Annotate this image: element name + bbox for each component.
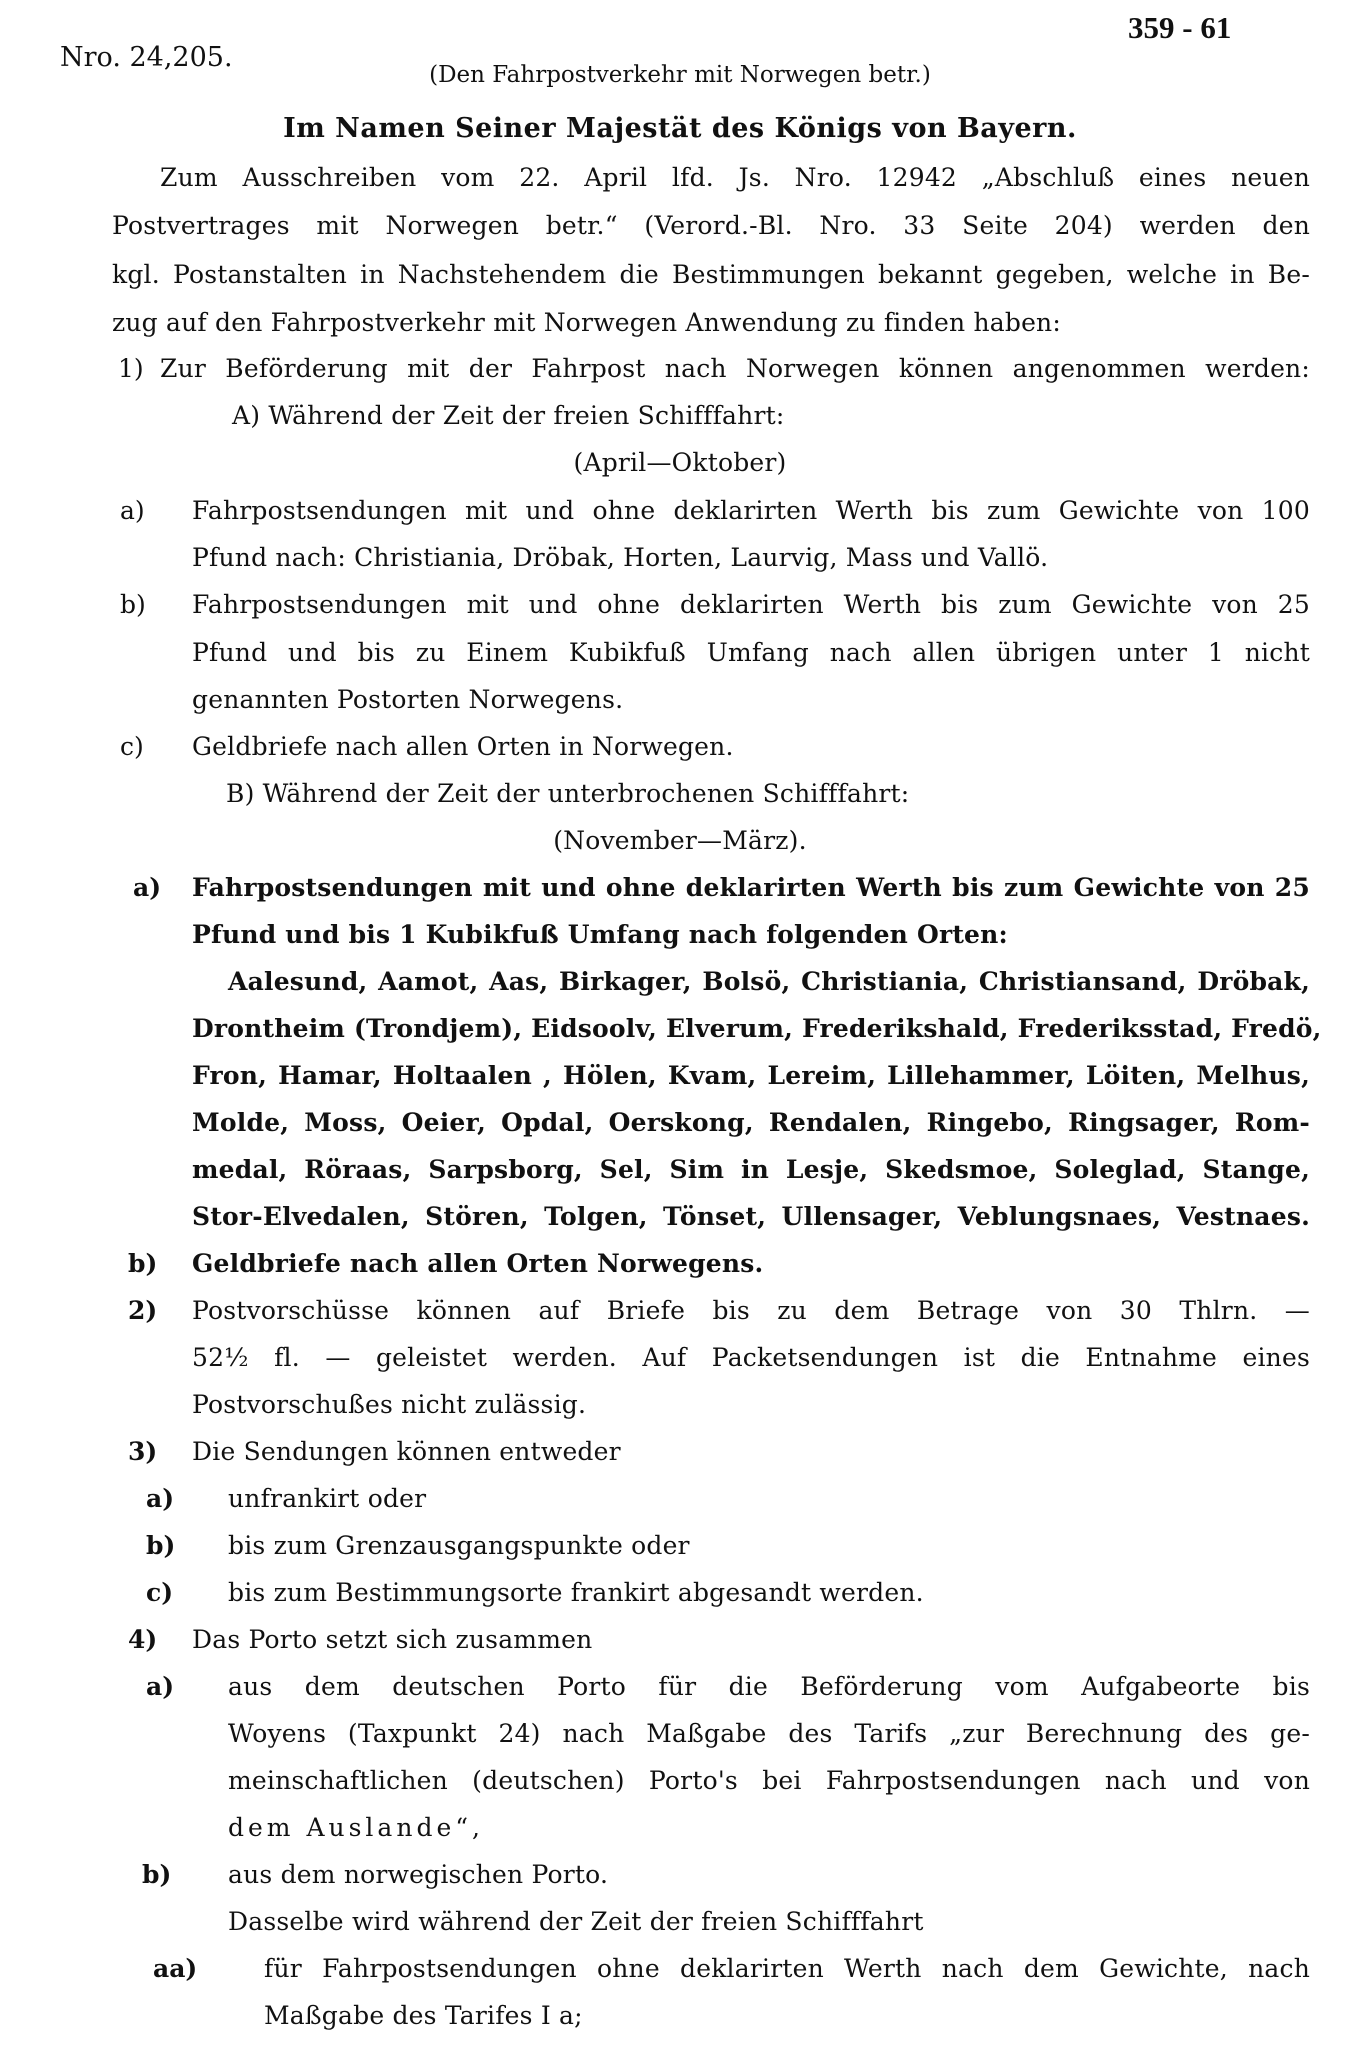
places-line: Stor-Elvedalen, Stören, Tolgen, Tönset, Ullensager, Veblungsnaes, Vestnaes. xyxy=(192,1202,1310,1231)
section-2-line: Postvorschüsse können auf Briefe bis zu dem Betrage von 30 Thlrn. — xyxy=(192,1296,1310,1325)
section-1-label: 1) xyxy=(118,354,144,383)
item-label: a) xyxy=(133,873,162,902)
item-label: c) xyxy=(120,732,144,761)
item-line: Pfund nach: Christiania, Dröbak, Horten, Laurvig, Mass und Vallö. xyxy=(192,543,1049,572)
item-label: a) xyxy=(120,496,145,525)
part-a-period: (April—Oktober) xyxy=(573,448,787,477)
item-line: Pfund und bis zu Einem Kubikfuß Umfang nach allen übrigen unter 1 nicht xyxy=(192,638,1310,667)
item-line: Geldbriefe nach allen Orten in Norwegen. xyxy=(192,732,734,761)
intro-line: Zum Ausschreiben vom 22. April lfd. Js. Nro. 12942 „Abschluß eines neuen xyxy=(160,163,1310,192)
section-2-label: 2) xyxy=(128,1296,158,1325)
item-line: Maßgabe des Tarifes I a; xyxy=(264,2001,583,2030)
item-label: b) xyxy=(120,590,146,619)
item-label: aa) xyxy=(153,1954,198,1983)
places-line: Fron, Hamar, Holtaalen , Hölen, Kvam, Lereim, Lillehammer, Löiten, Melhus, xyxy=(192,1061,1310,1090)
places-line: Drontheim (Trondjem), Eidsoolv, Elverum, Frederikshald, Frederiksstad, Fredö, xyxy=(192,1014,1322,1043)
item-line: aus dem norwegischen Porto. xyxy=(228,1860,609,1889)
section-3-text: Die Sendungen können entweder xyxy=(192,1437,621,1466)
item-line: Woyens (Taxpunkt 24) nach Maßgabe des Tarifs „zur Berechnung des ge- xyxy=(228,1719,1310,1748)
places-line: medal, Röraas, Sarpsborg, Sel, Sim in Lesje, Skedsmoe, Soleglad, Stange, xyxy=(192,1155,1310,1184)
part-b-period: (November—März). xyxy=(553,826,807,855)
item-line: Dasselbe wird während der Zeit der freien Schifffahrt xyxy=(228,1907,924,1936)
section-3-label: 3) xyxy=(128,1437,158,1466)
section-4-text: Das Porto setzt sich zusammen xyxy=(192,1625,593,1654)
intro-line: kgl. Postanstalten in Nachstehendem die Bestimmungen bekannt gegeben, welche in Be- xyxy=(112,260,1310,289)
intro-line: Postvertrages mit Norwegen betr.“ (Verord.-Bl. Nro. 33 Seite 204) werden den xyxy=(112,211,1310,240)
part-b-heading: B) Während der Zeit der unterbrochenen Schifffahrt: xyxy=(226,779,910,808)
intro-line: zug auf den Fahrpostverkehr mit Norwegen Anwendung zu finden haben: xyxy=(112,308,1061,337)
item-line: aus dem deutschen Porto für die Beförderung vom Aufgabeorte bis xyxy=(228,1672,1310,1701)
item-line: Fahrpostsendungen mit und ohne deklarirten Werth bis zum Gewichte von 25 xyxy=(192,873,1310,902)
item-line: bis zum Grenzausgangspunkte oder xyxy=(228,1531,690,1560)
document-subject: (Den Fahrpostverkehr mit Norwegen betr.) xyxy=(429,62,931,88)
section-2-line: Postvorschußes nicht zulässig. xyxy=(192,1390,587,1419)
item-line: Fahrpostsendungen mit und ohne deklarirten Werth bis zum Gewichte von 100 xyxy=(192,496,1310,525)
item-line: meinschaftlichen (deutschen) Porto's bei Fahrpostsendungen nach und von xyxy=(228,1766,1310,1795)
page-number: 359 - 61 xyxy=(1128,10,1232,45)
item-label: b) xyxy=(142,1860,172,1889)
item-line: für Fahrpostsendungen ohne deklarirten Werth nach dem Gewichte, nach xyxy=(264,1954,1310,1983)
item-line: Fahrpostsendungen mit und ohne deklarirten Werth bis zum Gewichte von 25 xyxy=(192,590,1310,619)
item-label: b) xyxy=(146,1531,176,1560)
section-1-text: Zur Beförderung mit der Fahrpost nach Norwegen können angenommen werden: xyxy=(160,354,1310,383)
item-label: a) xyxy=(146,1484,175,1513)
section-2-line: 52½ fl. — geleistet werden. Auf Packetsendungen ist die Entnahme eines xyxy=(192,1343,1310,1372)
part-a-heading: A) Während der Zeit der freien Schifffahrt: xyxy=(232,401,785,430)
places-line: Aalesund, Aamot, Aas, Birkager, Bolsö, Christiania, Christiansand, Dröbak, xyxy=(228,967,1310,996)
item-label: a) xyxy=(146,1672,175,1701)
item-line: genannten Postorten Norwegens. xyxy=(192,685,624,714)
section-4-label: 4) xyxy=(128,1625,158,1654)
item-line: unfrankirt oder xyxy=(228,1484,427,1513)
document-heading: Im Namen Seiner Majestät des Königs von Bayern. xyxy=(283,113,1077,144)
item-label: b) xyxy=(128,1249,158,1278)
item-label: c) xyxy=(146,1578,174,1607)
item-line: Pfund und bis 1 Kubikfuß Umfang nach folgenden Orten: xyxy=(192,920,1008,949)
item-line: bis zum Bestimmungsorte frankirt abgesandt werden. xyxy=(228,1578,924,1607)
item-line: Geldbriefe nach allen Orten Norwegens. xyxy=(192,1249,764,1278)
places-line: Molde, Moss, Oeier, Opdal, Oerskong, Rendalen, Ringebo, Ringsager, Rom- xyxy=(192,1108,1310,1137)
item-line: dem Auslande“, xyxy=(228,1813,484,1842)
document-number: Nro. 24,205. xyxy=(60,42,233,73)
